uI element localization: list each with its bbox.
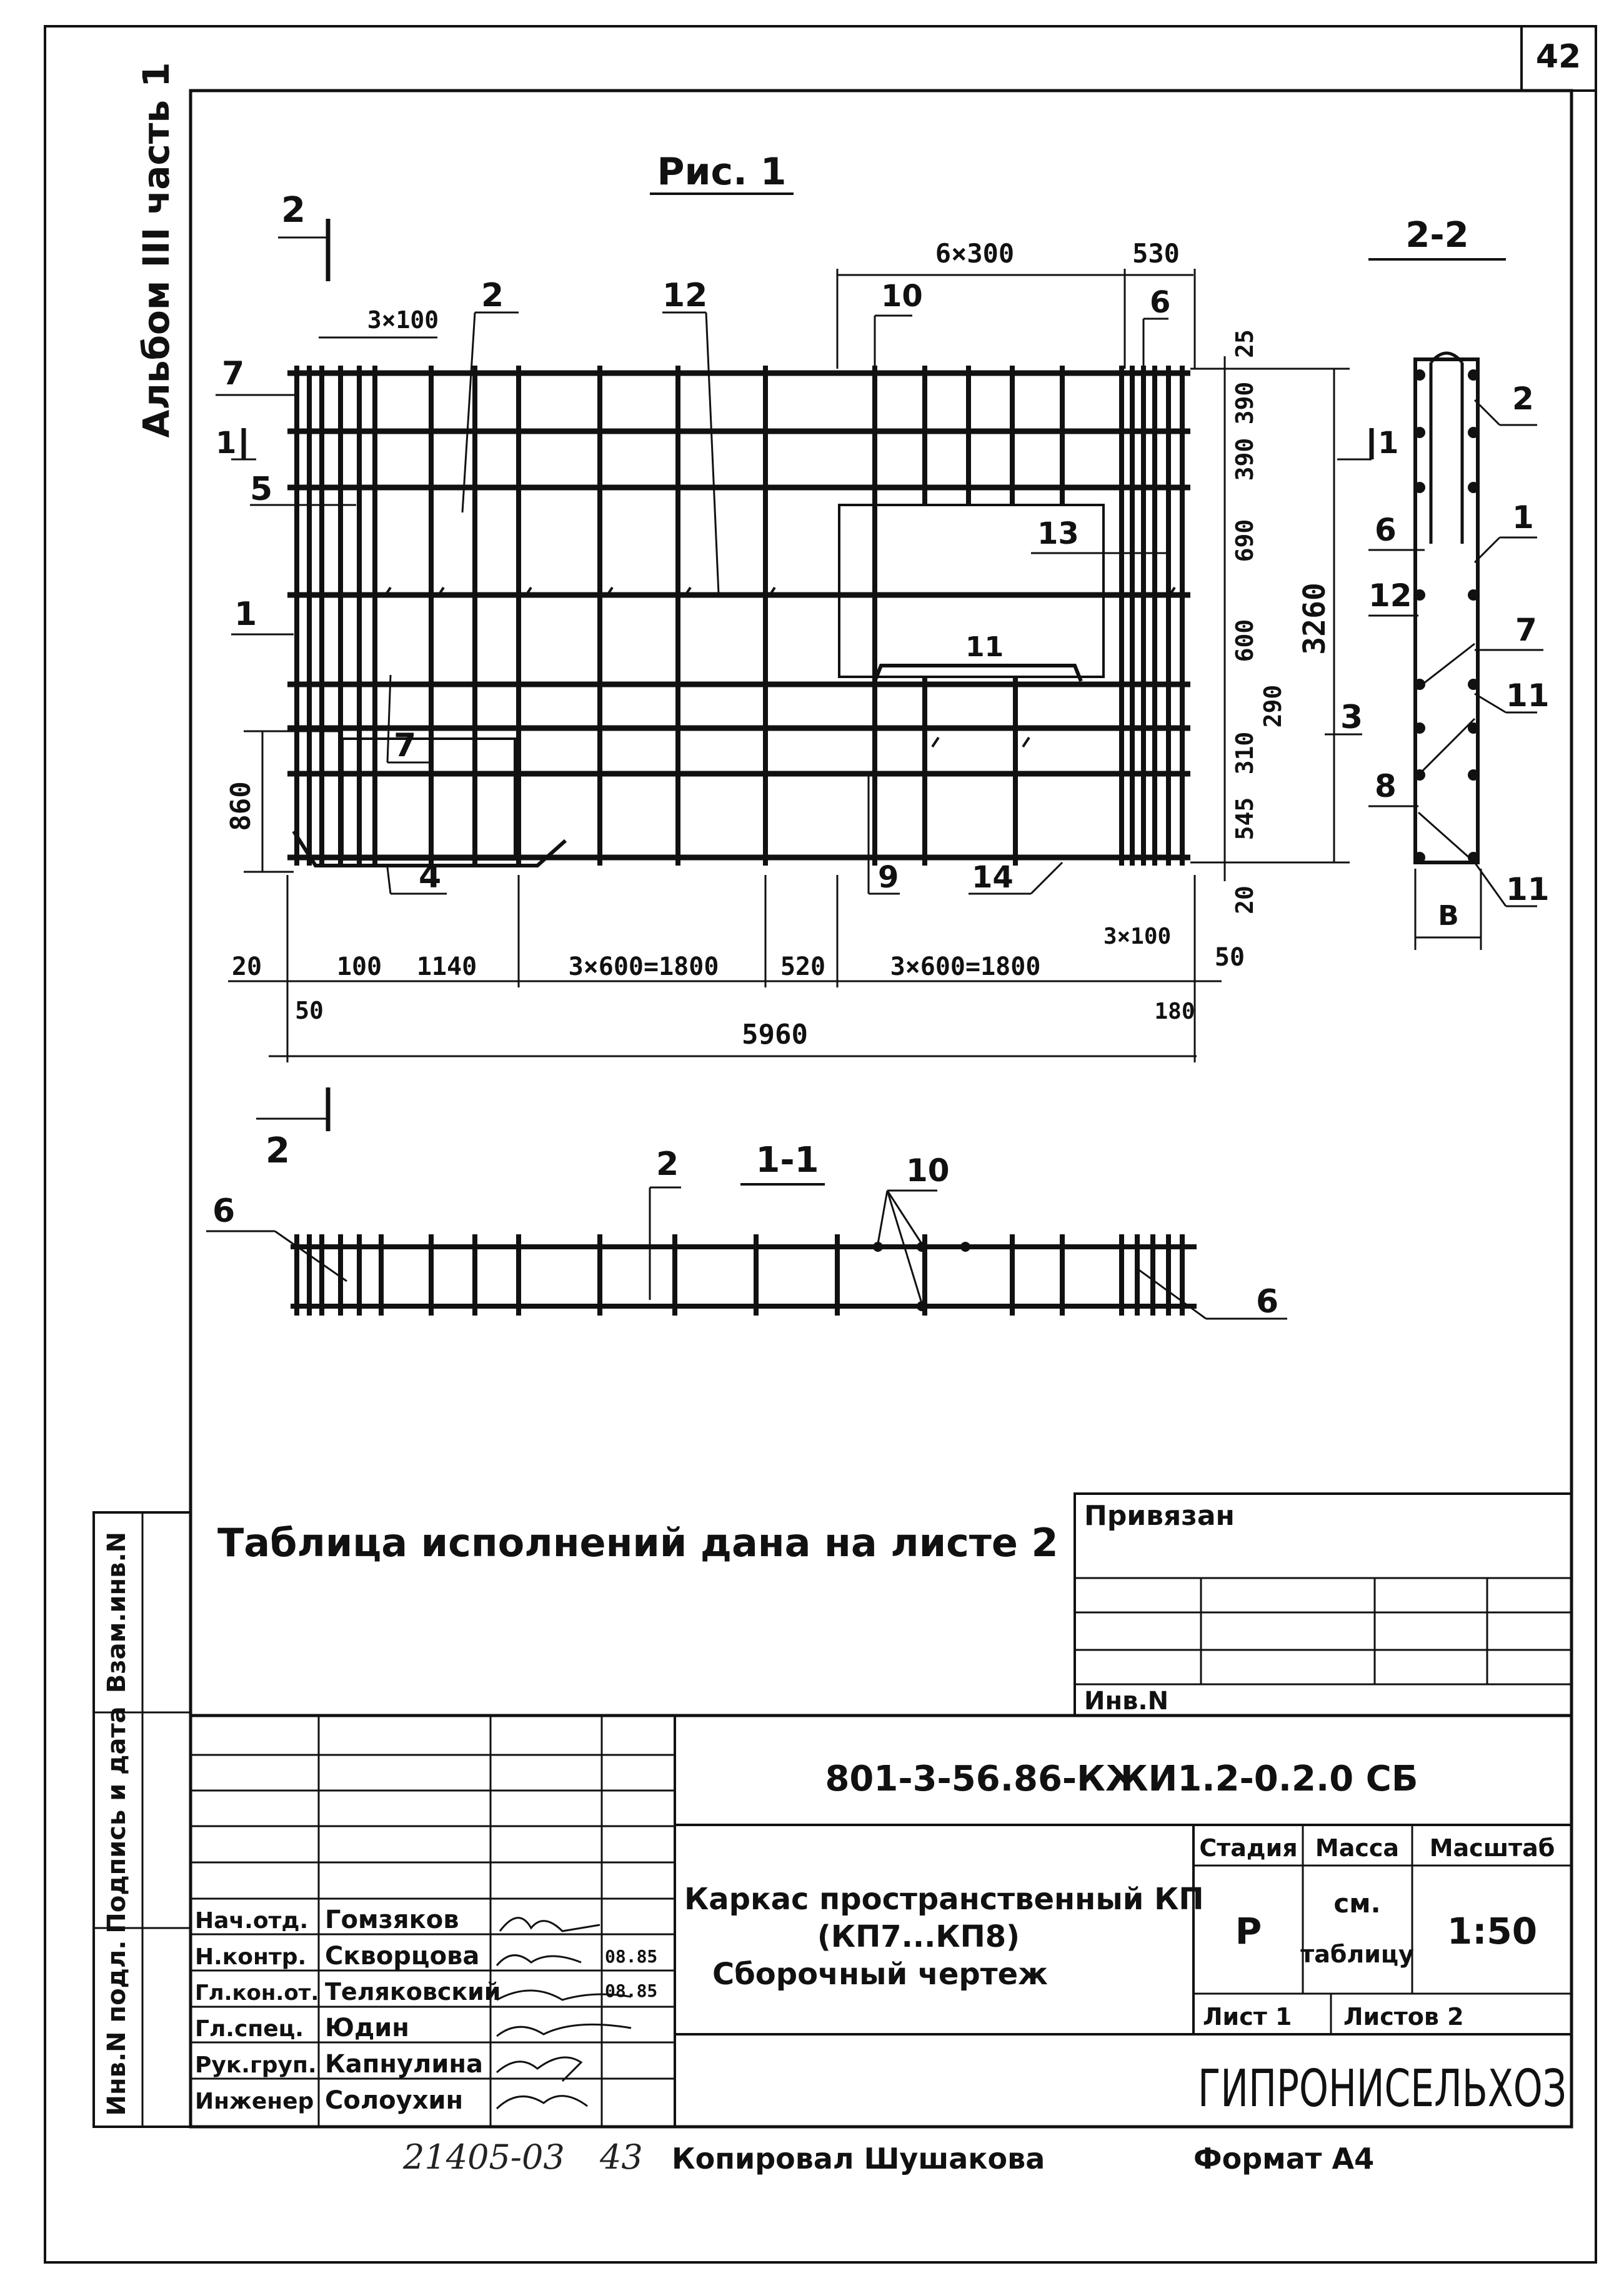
sheet-inner-border <box>191 91 1572 2127</box>
svg-text:Теляковский: Теляковский <box>325 1978 501 2006</box>
dim-50-bottom: 50 <box>295 997 324 1024</box>
svg-text:2: 2 <box>481 277 504 314</box>
dim-5960: 5960 <box>742 1019 808 1051</box>
dim-180: 180 <box>1154 999 1195 1024</box>
svg-text:6: 6 <box>212 1192 236 1230</box>
svg-text:Гомзяков: Гомзяков <box>325 1906 459 1934</box>
dim-530: 530 <box>1132 238 1180 269</box>
dim-3x600-a: 3×600=1800 <box>568 952 719 981</box>
scale-value: 1:50 <box>1447 1910 1538 1952</box>
svg-text:7: 7 <box>222 355 245 392</box>
svg-text:4: 4 <box>419 858 442 896</box>
privyazan-inv-label: Инв.N <box>1084 1687 1169 1716</box>
svg-text:2: 2 <box>281 190 306 231</box>
dim-3x600-b: 3×600=1800 <box>890 952 1041 981</box>
dim-6x300: 6×300 <box>935 238 1015 269</box>
svg-text:Юдин: Юдин <box>325 2014 409 2042</box>
svg-text:2: 2 <box>656 1146 679 1183</box>
cut-marker-2-top <box>278 190 328 281</box>
side-strip <box>94 1512 191 2127</box>
svg-text:6: 6 <box>1375 512 1397 548</box>
svg-text:Капнулина: Капнулина <box>325 2050 483 2079</box>
svg-text:Скворцова: Скворцова <box>325 1942 480 1971</box>
svg-text:2-2: 2-2 <box>1405 215 1469 256</box>
section-2-2 <box>1368 215 1550 950</box>
footer-doc-number: 21405-03 <box>403 2137 565 2177</box>
svg-text:3260: 3260 <box>1297 582 1332 655</box>
svg-text:20: 20 <box>1231 886 1258 914</box>
title-line3: Сборочный чертеж <box>712 1957 1048 1992</box>
svg-text:7: 7 <box>1515 612 1537 648</box>
footer-format: Формат А4 <box>1193 2142 1375 2176</box>
dim-right-labels <box>1231 329 1332 914</box>
svg-text:2: 2 <box>1512 381 1534 417</box>
document-code: 801-3-56.86-КЖИ1.2-0.2.0 СБ <box>825 1759 1418 1799</box>
sheets-label: Листов 2 <box>1343 2003 1464 2031</box>
bent-bar-11 <box>875 666 1081 681</box>
dim-3x100-top: 3×100 <box>367 306 439 334</box>
privyazan-label: Привязан <box>1084 1500 1235 1532</box>
dim-100-bottom: 100 <box>336 952 382 981</box>
svg-text:390: 390 <box>1231 437 1258 481</box>
organization-name: ГИПРОНИСЕЛЬХОЗ <box>1198 2059 1567 2119</box>
svg-text:1-1: 1-1 <box>755 1140 819 1181</box>
svg-text:1: 1 <box>1512 499 1534 536</box>
svg-text:11: 11 <box>1506 677 1550 714</box>
vertical-bars <box>297 366 1182 866</box>
side-strip-sign: Подпись и дата <box>102 1706 131 1934</box>
figure-title: Рис. 1 <box>657 150 787 194</box>
svg-text:6: 6 <box>1150 285 1171 320</box>
svg-text:1: 1 <box>1378 426 1399 461</box>
note-text: Таблица исполнений дана на листе 2 <box>217 1520 1059 1566</box>
svg-text:690: 690 <box>1231 519 1258 562</box>
svg-text:Солоухин: Солоухин <box>325 2086 464 2115</box>
svg-text:11: 11 <box>965 631 1004 663</box>
section-1-1 <box>206 1140 1287 1321</box>
dim-520: 520 <box>780 952 826 981</box>
svg-text:12: 12 <box>1368 577 1412 614</box>
stage-label: Стадия <box>1199 1834 1298 1862</box>
dim-3x100-bottom: 3×100 <box>1103 924 1172 949</box>
side-strip-inv: Инв.N подл. <box>102 1940 131 2116</box>
svg-text:Н.контр.: Н.контр. <box>195 1944 307 1970</box>
mass-value-1: см. <box>1333 1888 1381 1919</box>
main-elevation <box>216 190 1398 1171</box>
cut-marker-2-bottom <box>256 1087 328 1171</box>
dimensions-top <box>319 269 1195 369</box>
svg-text:10: 10 <box>906 1152 950 1189</box>
svg-text:5: 5 <box>250 471 273 508</box>
svg-text:290: 290 <box>1259 684 1287 728</box>
svg-text:08.85: 08.85 <box>605 1946 658 1967</box>
svg-text:8: 8 <box>1375 768 1397 804</box>
svg-text:7: 7 <box>394 727 417 764</box>
footer-copied-by: Копировал Шушакова <box>672 2142 1045 2176</box>
svg-text:12: 12 <box>662 277 708 314</box>
page-number: 42 <box>1535 38 1582 76</box>
scale-label: Масштаб <box>1429 1834 1555 1862</box>
horizontal-bars <box>287 373 1190 857</box>
svg-text:25: 25 <box>1231 329 1258 358</box>
svg-text:Гл.кон.от.: Гл.кон.от. <box>195 1981 319 2006</box>
svg-text:860: 860 <box>225 781 257 831</box>
cut-marker-1-left <box>216 426 256 461</box>
sheet-label: Лист 1 <box>1203 2003 1292 2031</box>
svg-text:14: 14 <box>972 860 1014 895</box>
svg-text:13: 13 <box>1037 516 1079 551</box>
svg-text:310: 310 <box>1231 731 1258 775</box>
mass-value-2: таблицу <box>1300 1941 1414 1968</box>
mass-label: Масса <box>1315 1834 1400 1862</box>
svg-text:9: 9 <box>878 860 899 895</box>
svg-text:Нач.отд.: Нач.отд. <box>195 1908 309 1934</box>
svg-text:2: 2 <box>266 1131 290 1171</box>
svg-text:1: 1 <box>234 596 257 633</box>
svg-text:545: 545 <box>1231 797 1258 841</box>
svg-text:Инженер: Инженер <box>195 2089 314 2114</box>
title-block <box>191 1716 1572 2127</box>
dim-50-right: 50 <box>1214 943 1245 972</box>
svg-text:600: 600 <box>1231 619 1258 662</box>
svg-text:B: B <box>1438 900 1459 932</box>
stage-value: Р <box>1235 1910 1262 1952</box>
svg-text:11: 11 <box>1506 871 1550 907</box>
cut-marker-1-right <box>1337 426 1398 461</box>
dim-1140: 1140 <box>416 952 477 981</box>
album-label: Альбом III часть 1 <box>135 62 177 438</box>
svg-text:390: 390 <box>1231 381 1258 425</box>
title-line1: Каркас пространственный КП <box>684 1882 1204 1917</box>
privyazan-block <box>1075 1494 1572 1716</box>
svg-text:08.85: 08.85 <box>605 1981 658 2001</box>
svg-text:10: 10 <box>881 279 923 314</box>
dim-20-bottom: 20 <box>231 952 262 981</box>
svg-text:1: 1 <box>216 426 237 461</box>
title-line2: (КП7...КП8) <box>817 1919 1020 1954</box>
svg-text:Рук.груп.: Рук.груп. <box>195 2052 317 2078</box>
svg-text:Гл.спец.: Гл.спец. <box>195 2016 304 2042</box>
side-strip-vzam: Взам.инв.N <box>102 1531 131 1694</box>
svg-text:3: 3 <box>1340 699 1363 736</box>
svg-text:6: 6 <box>1256 1283 1279 1321</box>
footer-page-copy: 43 <box>600 2137 643 2177</box>
